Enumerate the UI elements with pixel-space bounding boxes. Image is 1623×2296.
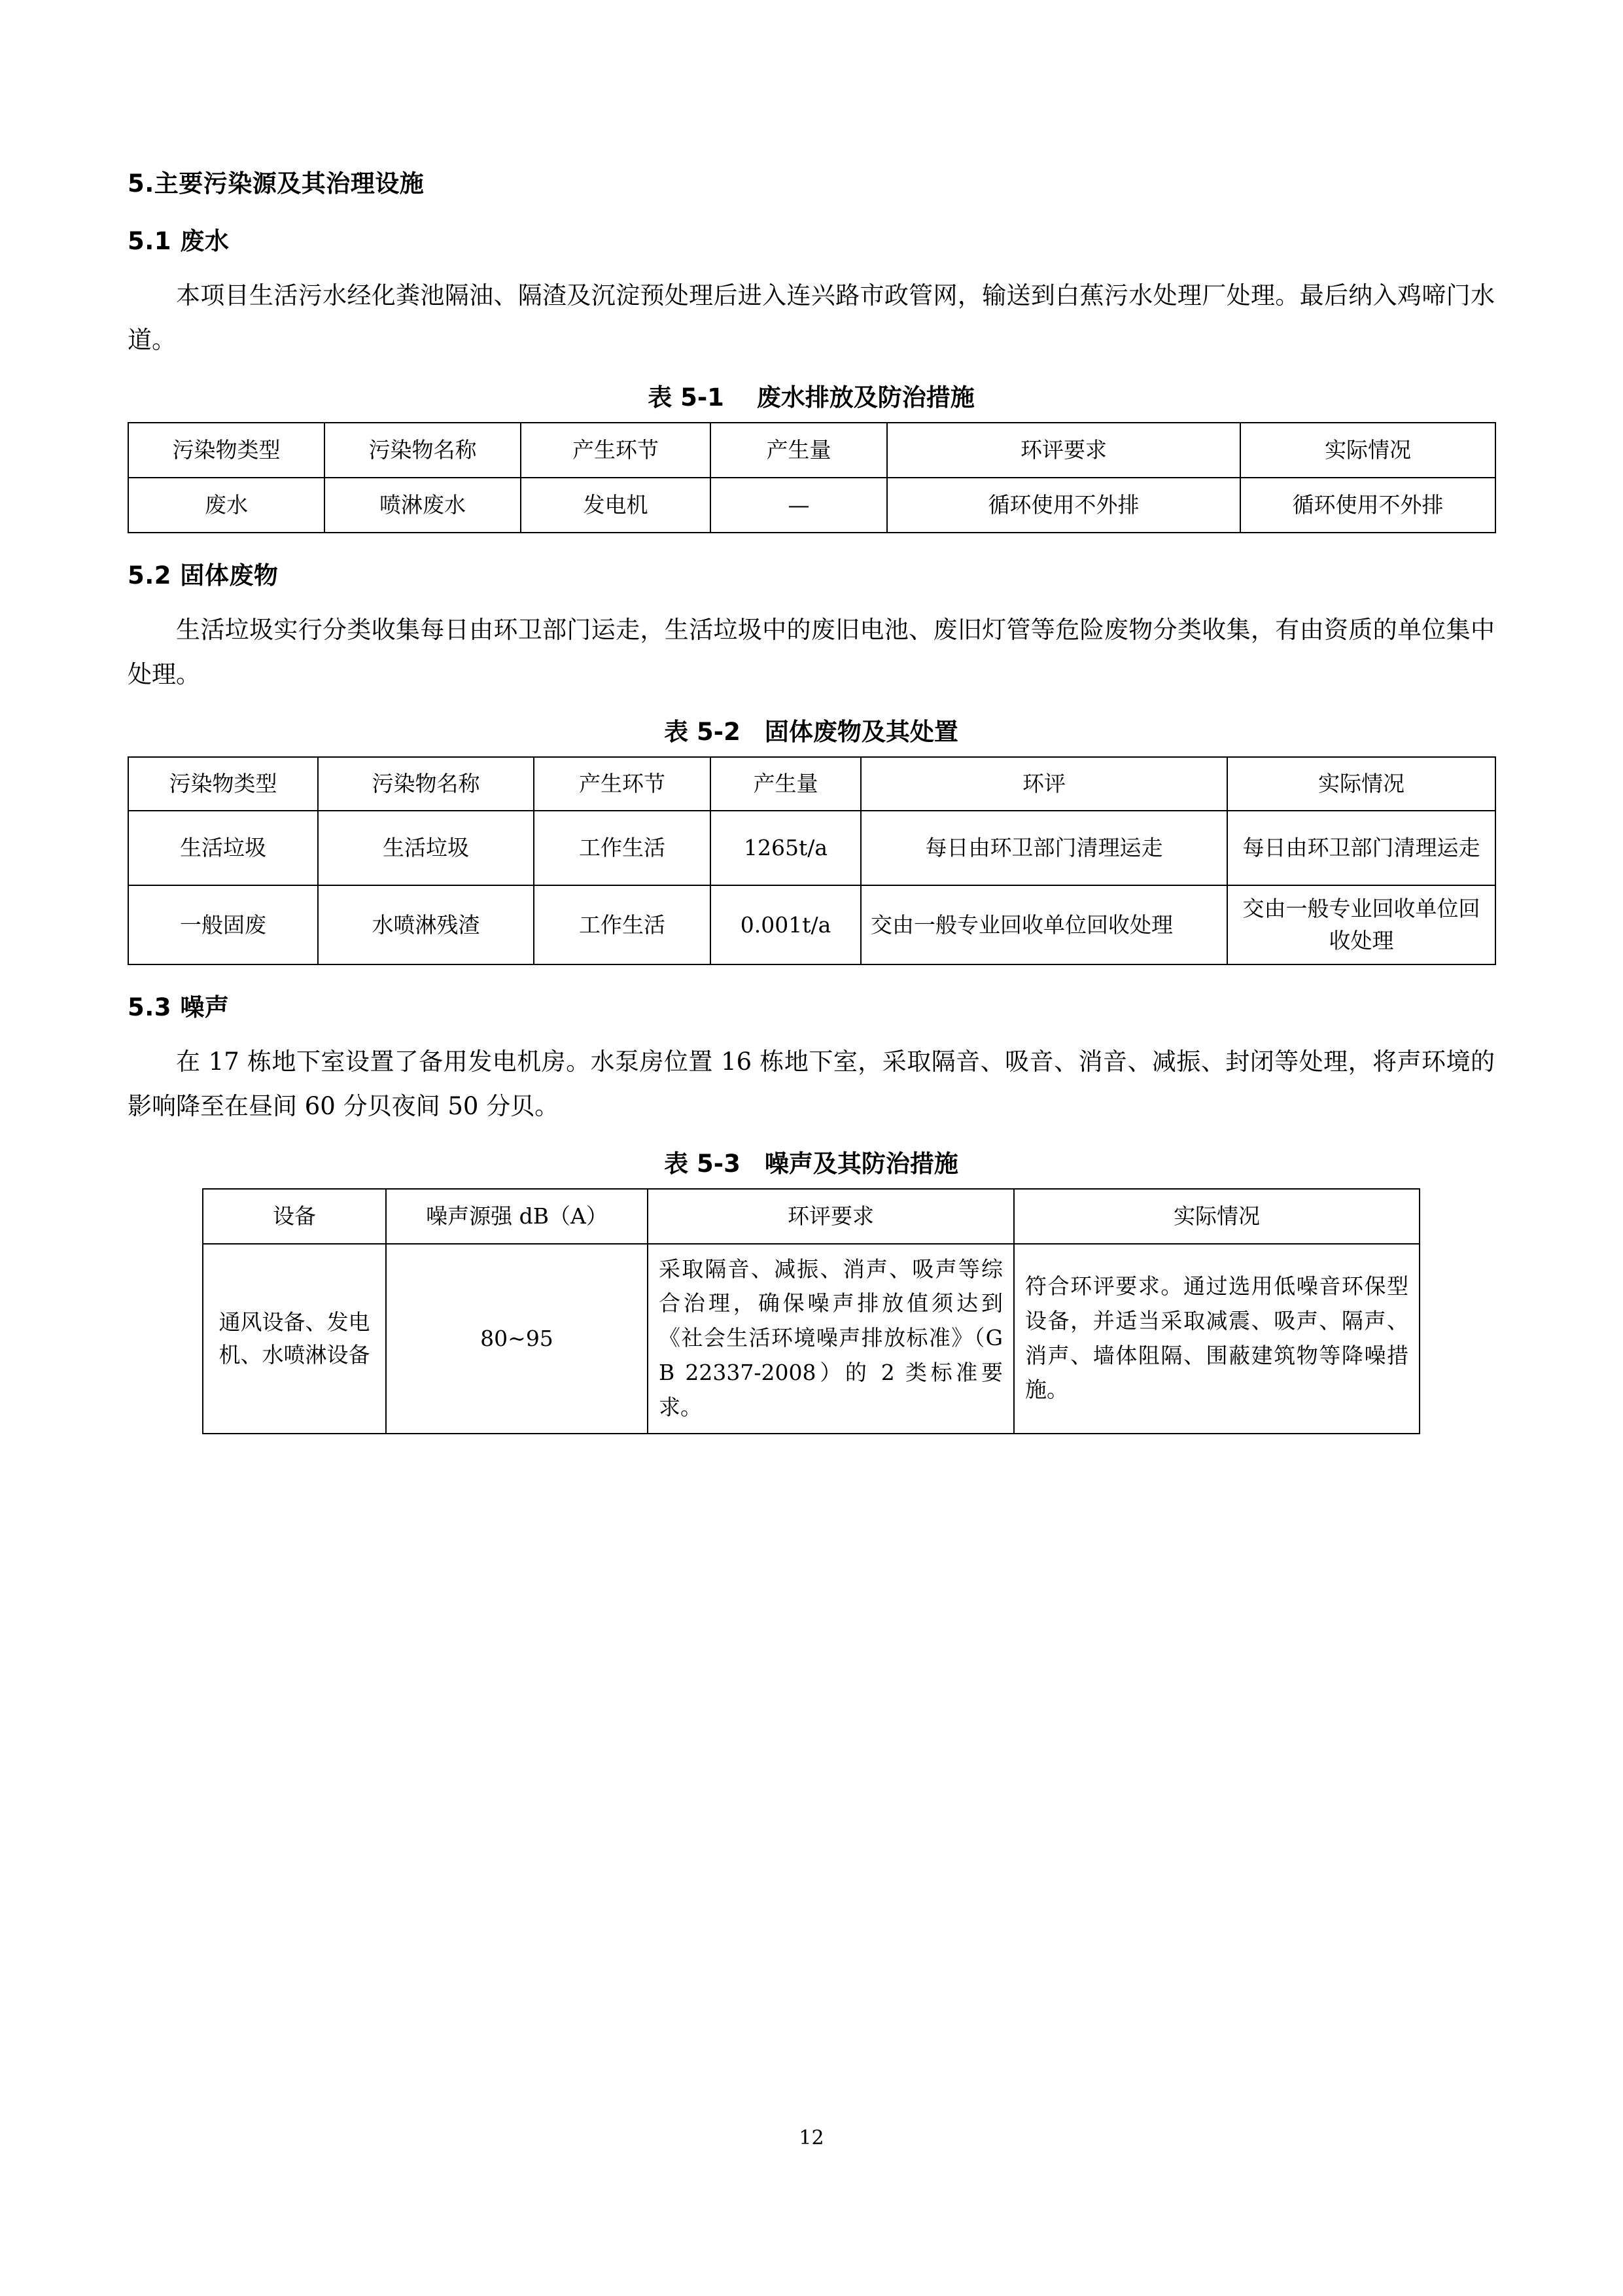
table-header-cell: 产生量 [710, 423, 887, 478]
table-header-row [128, 423, 1495, 478]
table-header-cell: 设备 [203, 1189, 386, 1244]
table-5-3 [202, 1188, 1420, 1434]
table-5-1 [128, 422, 1496, 533]
table-cell: 一般固废 [128, 885, 318, 964]
table-cell: 交由一般专业回收单位回收处理 [861, 885, 1227, 964]
table-header-cell: 污染物类型 [128, 757, 318, 811]
table-header-cell: 实际情况 [1240, 423, 1495, 478]
table-cell: 循环使用不外排 [1240, 478, 1495, 533]
paragraph-5-2: 生活垃圾实行分类收集每日由环卫部门运走，生活垃圾中的废旧电池、废旧灯管等危险废物分类收集，有由资质的单位集中处理。 [128, 615, 1495, 689]
table-header-cell: 产生量 [710, 757, 861, 811]
table-cell: 每日由环卫部门清理运走 [861, 811, 1227, 885]
table-row [203, 1244, 1420, 1434]
heading-5-2: 5.2 固体废物 [128, 561, 279, 590]
table-row [128, 478, 1495, 533]
table-cell: 发电机 [521, 478, 710, 533]
table-header-cell: 环评要求 [648, 1189, 1014, 1244]
table-cell: 1265t/a [710, 811, 861, 885]
table-header-cell: 实际情况 [1227, 757, 1495, 811]
table-header-cell: 环评要求 [887, 423, 1240, 478]
table-5-2-caption: 表 5-2 固体废物及其处置 [664, 717, 958, 746]
table-header-cell: 污染物名称 [318, 757, 534, 811]
table-5-2 [128, 756, 1496, 965]
table-cell: 0.001t/a [710, 885, 861, 964]
table-cell: 生活垃圾 [318, 811, 534, 885]
table-cell: 采取隔音、减振、消声、吸声等综合治理，确保噪声排放值须达到《社会生活环境噪声排放标准》（GB 22337-2008）的 2 类标准要求。 [648, 1244, 1014, 1434]
page-content [128, 164, 1495, 1434]
table-cell: 每日由环卫部门清理运走 [1227, 811, 1495, 885]
page-number: 12 [799, 2127, 824, 2149]
table-cell: 废水 [128, 478, 324, 533]
heading-5-3: 5.3 噪声 [128, 993, 230, 1021]
table-cell: 水喷淋残渣 [318, 885, 534, 964]
table-header-cell: 环评 [861, 757, 1227, 811]
table-cell: 生活垃圾 [128, 811, 318, 885]
table-row [128, 811, 1495, 885]
table-header-cell: 污染物名称 [324, 423, 521, 478]
table-5-1-caption: 表 5-1 废水排放及防治措施 [648, 383, 975, 412]
table-cell: 循环使用不外排 [887, 478, 1240, 533]
table-cell: 符合环评要求。通过选用低噪音环保型设备，并适当采取减震、吸声、隔声、消声、墙体阻隔、围蔽建筑物等降噪措施。 [1014, 1244, 1420, 1434]
paragraph-5-1: 本项目生活污水经化粪池隔油、隔渣及沉淀预处理后进入连兴路市政管网，输送到白蕉污水处理厂处理。最后纳入鸡啼门水道。 [128, 281, 1495, 355]
table-header-cell: 污染物类型 [128, 423, 324, 478]
table-cell: 工作生活 [534, 885, 710, 964]
table-cell: 交由一般专业回收单位回收处理 [1227, 885, 1495, 964]
table-header-row [203, 1189, 1420, 1244]
table-header-cell: 产生环节 [534, 757, 710, 811]
table-header-cell: 噪声源强 dB（A） [386, 1189, 648, 1244]
table-cell: 工作生活 [534, 811, 710, 885]
table-cell: 通风设备、发电机、水喷淋设备 [203, 1244, 386, 1434]
paragraph-5-3: 在 17 栋地下室设置了备用发电机房。水泵房位置 16 栋地下室，采取隔音、吸音、消音、减振、封闭等处理，将声环境的影响降至在昼间 60 分贝夜间 50 分贝。 [128, 1047, 1495, 1121]
page-title: 5.主要污染源及其治理设施 [128, 169, 425, 198]
table-cell: 80~95 [386, 1244, 648, 1434]
table-cell: — [710, 478, 887, 533]
table-cell: 喷淋废水 [324, 478, 521, 533]
heading-5-1: 5.1 废水 [128, 227, 230, 255]
table-header-cell: 产生环节 [521, 423, 710, 478]
table-5-3-caption: 表 5-3 噪声及其防治措施 [664, 1149, 958, 1178]
table-row [128, 885, 1495, 964]
table-header-row [128, 757, 1495, 811]
table-header-cell: 实际情况 [1014, 1189, 1420, 1244]
